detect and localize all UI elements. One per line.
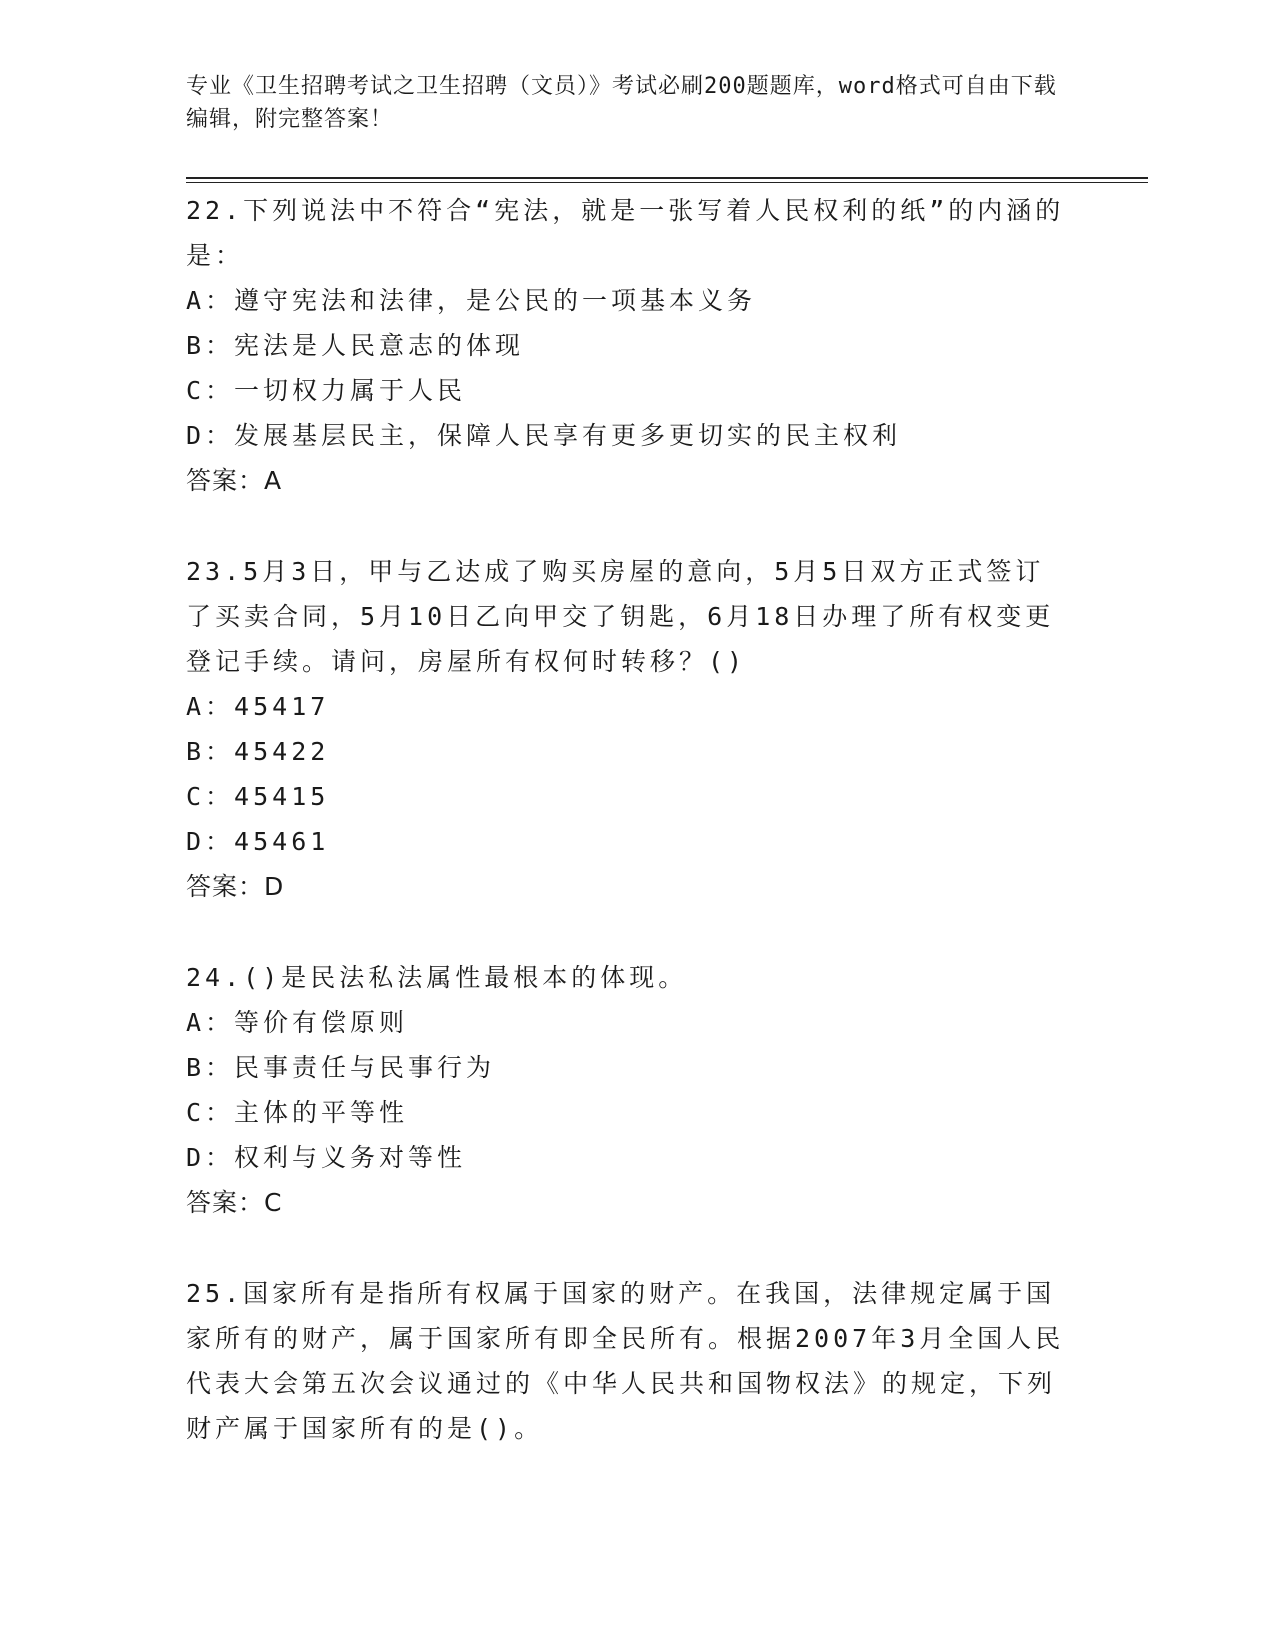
answer-line: 答案：C xyxy=(186,1188,283,1217)
option-a: A：45417 xyxy=(186,692,330,721)
option-d: D：权利与义务对等性 xyxy=(186,1143,467,1172)
option-b: B：宪法是人民意志的体现 xyxy=(186,331,525,360)
question-text: 25.国家所有是指所有权属于国家的财产。在我国，法律规定属于国家所有的财产，属于国家所有即全民所有。根据2007年3月全国人民代表大会第五次会议通过的《中华人民共和国物权法》的规定，下列财产属于国家所有的是()。 xyxy=(186,1279,1065,1443)
question-22 xyxy=(186,188,1066,503)
option-b: B：45422 xyxy=(186,737,330,766)
answer-line: 答案：A xyxy=(186,466,283,495)
question-24 xyxy=(186,955,1066,1225)
question-25 xyxy=(186,1271,1066,1451)
document-header: 专业《卫生招聘考试之卫生招聘（文员）》考试必刷200题题库，word格式可自由下载编辑，附完整答案！ xyxy=(186,74,1057,132)
question-text: 22.下列说法中不符合“宪法，就是一张写着人民权利的纸”的内涵的是： xyxy=(186,196,1065,270)
option-b: B：民事责任与民事行为 xyxy=(186,1053,496,1082)
header-divider-thin xyxy=(186,182,1148,183)
option-c: C：一切权力属于人民 xyxy=(186,376,467,405)
option-a: A：遵守宪法和法律，是公民的一项基本义务 xyxy=(186,286,757,315)
question-list xyxy=(186,188,1066,1451)
option-a: A：等价有偿原则 xyxy=(186,1008,409,1037)
option-c: C：45415 xyxy=(186,782,330,811)
answer-line: 答案：D xyxy=(186,872,285,901)
question-text: 23.5月3日，甲与乙达成了购买房屋的意向，5月5日双方正式签订了买卖合同，5月10日乙向甲交了钥匙，6月18日办理了所有权变更登记手续。请问，房屋所有权何时转移？() xyxy=(186,557,1055,676)
option-c: C：主体的平等性 xyxy=(186,1098,409,1127)
option-d: D：发展基层民主，保障人民享有更多更切实的民主权利 xyxy=(186,421,902,450)
option-d: D：45461 xyxy=(186,827,330,856)
question-text: 24.()是民法私法属性最根本的体现。 xyxy=(186,963,688,992)
header-divider-thick xyxy=(186,177,1148,179)
question-23 xyxy=(186,549,1066,909)
